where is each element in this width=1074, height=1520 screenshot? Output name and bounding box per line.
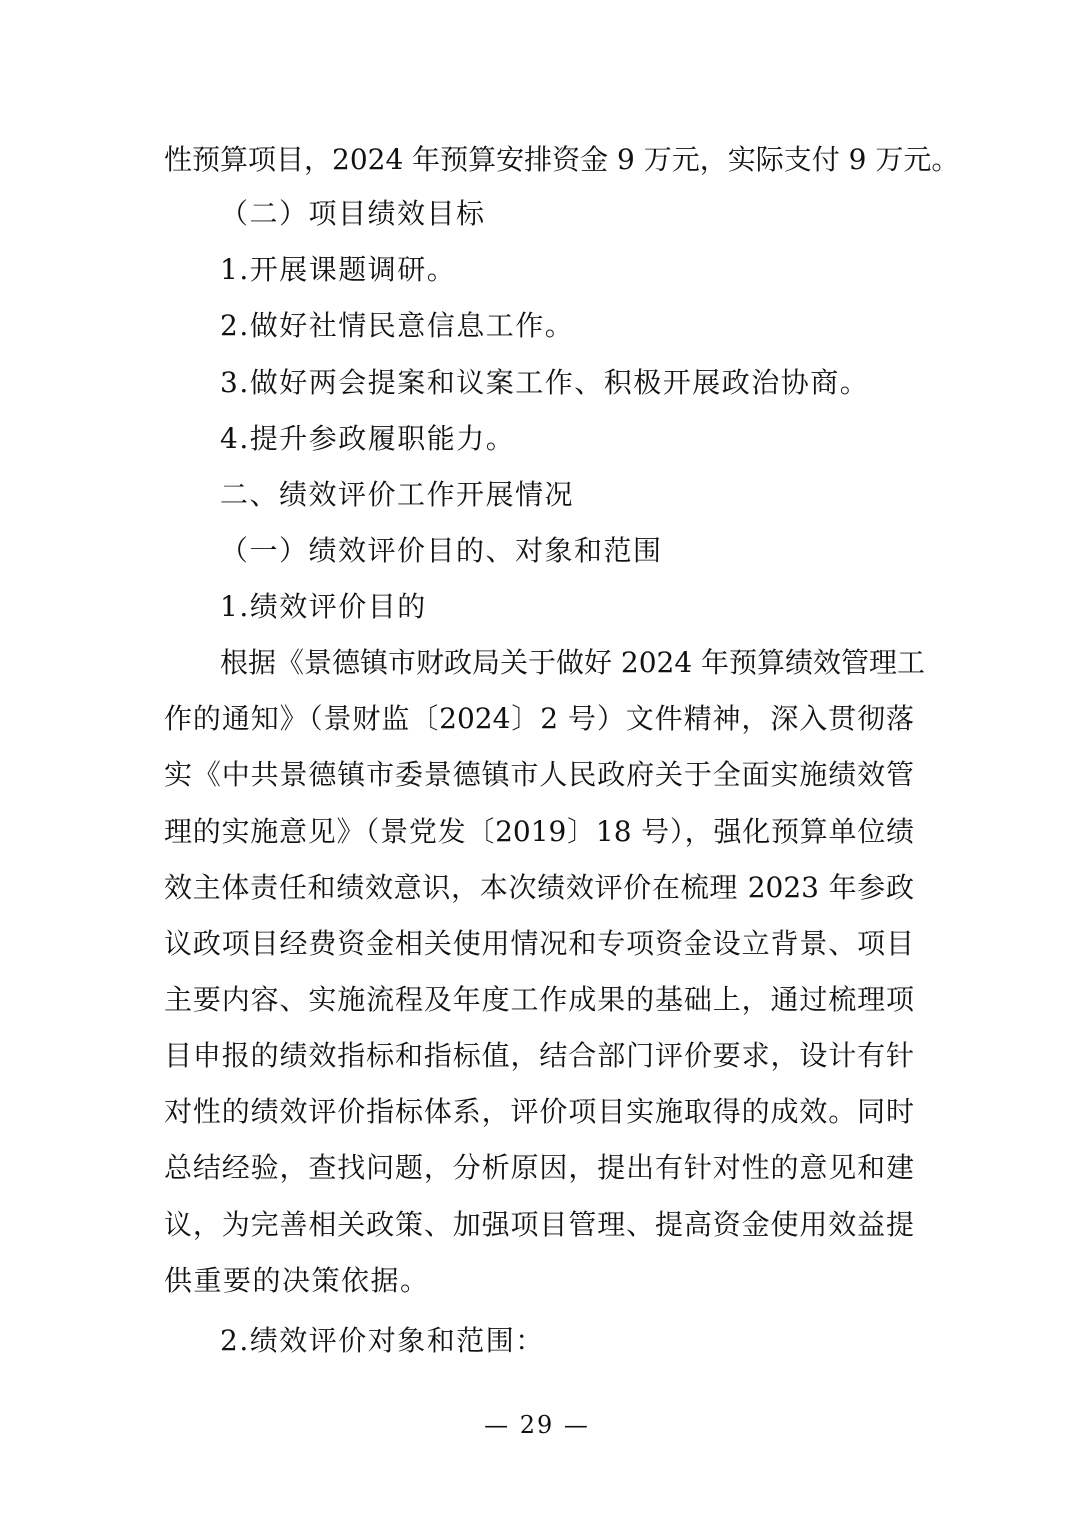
text-line: 理的实施意见》（景党发〔2019〕18 号），强化预算单位绩 [164, 815, 914, 848]
text-line: 总结经验，查找问题，分析原因，提出有针对性的意见和建 [164, 1151, 914, 1184]
list-item: 4.提升参政履职能力。 [220, 422, 516, 455]
text-line: 根据《景德镇市财政局关于做好 2024 年预算绩效管理工 [220, 646, 926, 679]
list-item: 1.开展课题调研。 [220, 253, 457, 286]
text-line: 性预算项目，2024 年预算安排资金 9 万元，实际支付 9 万元。 [164, 143, 960, 176]
subsection-heading: 2.绩效评价对象和范围： [220, 1324, 545, 1357]
text-line: 实《中共景德镇市委景德镇市人民政府关于全面实施绩效管 [164, 758, 914, 791]
text-line: 目申报的绩效指标和指标值，结合部门评价要求，设计有针 [164, 1039, 914, 1072]
text-line: 主要内容、实施流程及年度工作成果的基础上，通过梳理项 [164, 983, 914, 1016]
section-heading: （二）项目绩效目标 [220, 197, 486, 230]
text-line: 作的通知》（景财监〔2024〕2 号）文件精神，深入贯彻落 [164, 702, 914, 735]
text-line: 对性的绩效评价指标体系，评价项目实施取得的成效。同时 [164, 1095, 914, 1128]
section-heading: （一）绩效评价目的、对象和范围 [220, 534, 663, 567]
section-heading: 二、绩效评价工作开展情况 [220, 478, 575, 511]
page-number: — 29 — [484, 1411, 590, 1439]
text-line: 议，为完善相关政策、加强项目管理、提高资金使用效益提 [164, 1208, 914, 1241]
list-item: 3.做好两会提案和议案工作、积极开展政治协商。 [220, 366, 870, 399]
text-line: 效主体责任和绩效意识，本次绩效评价在梳理 2023 年参政 [164, 871, 914, 904]
text-line: 供重要的决策依据。 [164, 1264, 430, 1297]
list-item: 2.做好社情民意信息工作。 [220, 309, 575, 342]
subsection-heading: 1.绩效评价目的 [220, 590, 427, 623]
text-line: 议政项目经费资金相关使用情况和专项资金设立背景、项目 [164, 927, 914, 960]
